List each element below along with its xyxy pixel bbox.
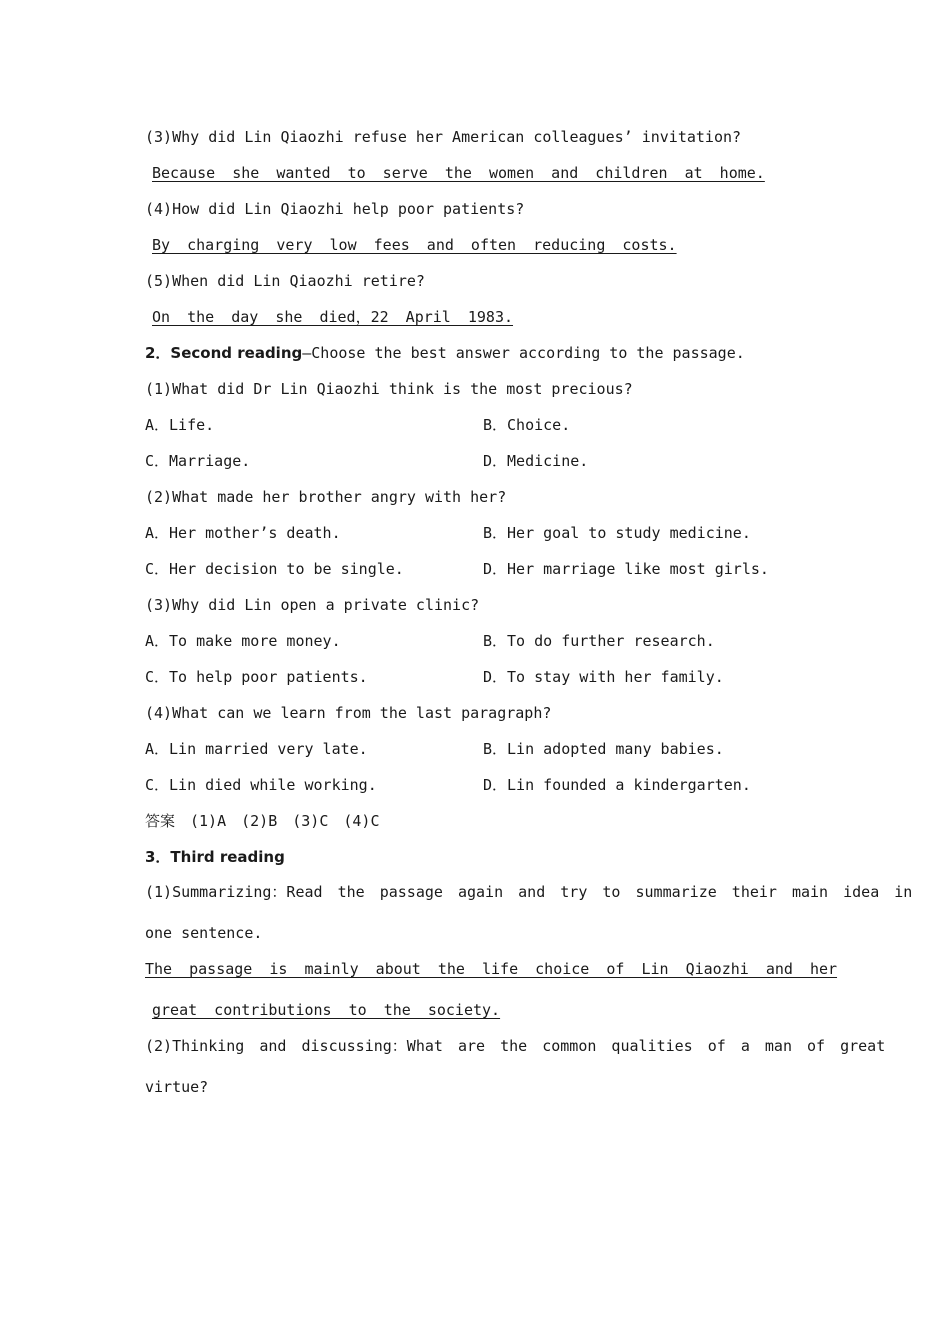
mc-option-row [145,415,214,435]
mc-option-a: A．Her mother’s death. [145,524,341,542]
mc-option-c: C．To help poor patients. [145,668,368,686]
mc-question-4: (4)What can we learn from the last paragraph? [145,704,552,722]
mc-option-b: B．Lin adopted many babies. [483,740,724,758]
mc-question-2: (2)What made her brother angry with her? [145,488,507,506]
question-4: (4)How did Lin Qiaozhi help poor patients? [145,200,525,218]
mc-option-c: C．Her decision to be single. [145,560,404,578]
answer-5: On the day she died，22 April 1983. [152,308,514,326]
mc-option-c: C．Lin died while working. [145,776,377,794]
mc-option-a: A．Lin married very late. [145,740,368,758]
mc-option-d: D．Lin founded a kindergarten. [483,776,751,794]
summarizing-prompt-line1: (1)Summarizing：Read the passage again and try to summarize their main idea in [145,883,913,901]
mc-option-b: B．To do further research. [483,632,715,650]
mc-option-b: B．Her goal to study medicine. [483,524,751,542]
mc-option-d: D．Her marriage like most girls. [483,560,769,578]
question-3: (3)Why did Lin Qiaozhi refuse her American colleagues’ invitation? [145,128,742,146]
mc-option-a: A．Life. [145,416,215,434]
mc-option-a: A．To make more money. [145,632,341,650]
question-5: (5)When did Lin Qiaozhi retire? [145,272,425,290]
mc-option-d: D．To stay with her family. [483,668,724,686]
third-reading-heading: 3．Third reading [145,848,285,866]
second-reading-instruction: —Choose the best answer according to the passage. [302,344,745,362]
answer-4: By charging very low fees and often reducing costs. [152,236,677,254]
summarizing-prompt-line2: one sentence. [145,924,263,942]
answer-3: Because she wanted to serve the women and children at home. [152,164,765,182]
mc-option-c: C．Marriage. [145,452,251,470]
thinking-prompt-line1: (2)Thinking and discussing：What are the common qualities of a man of great [145,1037,886,1055]
mc-option-b: B．Choice. [483,416,571,434]
mc-option-d: D．Medicine. [483,452,589,470]
mc-question-1: (1)What did Dr Lin Qiaozhi think is the most precious? [145,380,633,398]
summary-answer-line2: great contributions to the society. [152,1001,501,1019]
answer-key: 答案 (1)A (2)B (3)C (4)C [145,812,380,830]
second-reading-line [145,343,745,363]
second-reading-heading: 2．Second reading [145,344,303,362]
summary-answer-line1: The passage is mainly about the life choice of Lin Qiaozhi and her [145,960,838,978]
mc-question-3: (3)Why did Lin open a private clinic? [145,596,480,614]
thinking-prompt-line2: virtue? [145,1078,209,1096]
